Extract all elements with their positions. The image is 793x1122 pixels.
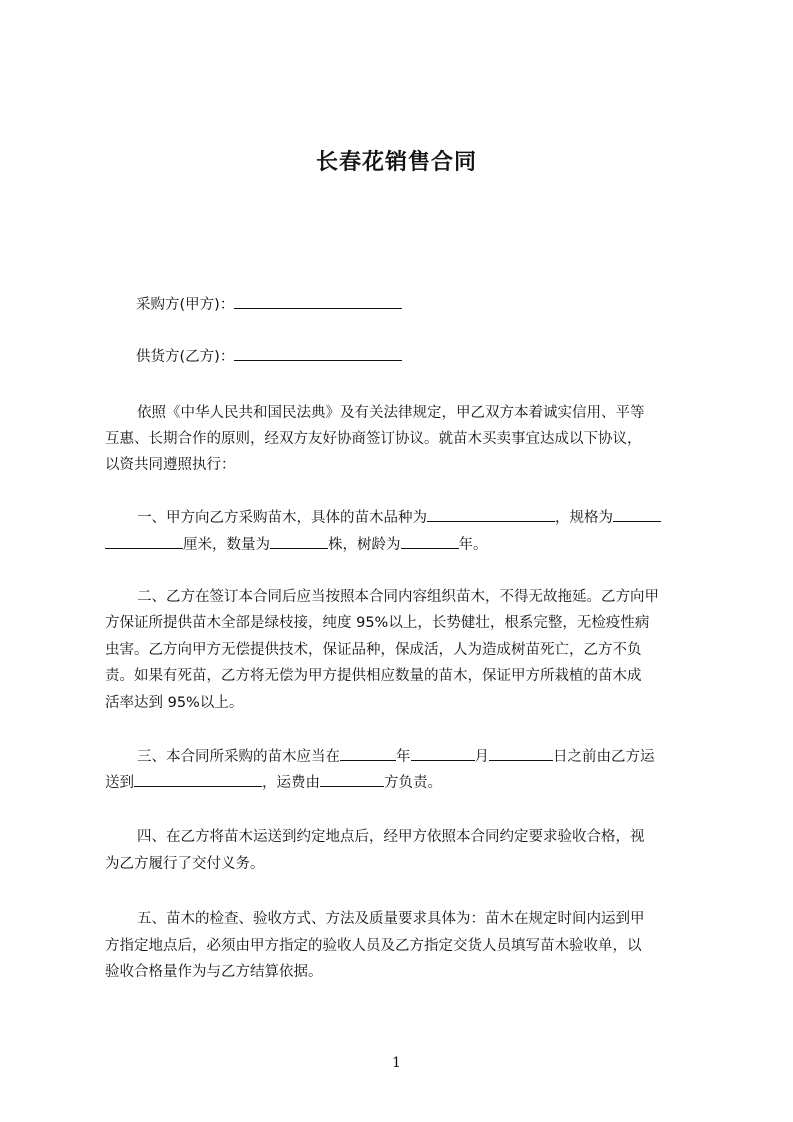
buyer-blank[interactable]	[234, 294, 402, 309]
clause3-text-g: 方负责。	[384, 775, 442, 791]
clause3-text-f: ，运费由	[262, 775, 320, 791]
clause5-line-3: 验收合格量作为与乙方结算依据。	[105, 964, 323, 980]
intro-line-2: 互惠、长期合作的原则，经双方友好协商签订协议。就苗木买卖事宜达成以下协议，	[105, 431, 642, 447]
clause3-text-c: 月	[474, 749, 489, 765]
clause3-text-b: 年	[396, 749, 411, 765]
clause1-text-a: 一、甲方向乙方采购苗木，具体的苗木品种为	[137, 510, 427, 526]
clause2-line-1: 二、乙方在签订本合同后应当按照本合同内容组织苗木，不得无故拖延。乙方向甲	[137, 589, 659, 605]
clause3-text-e: 送到	[105, 775, 134, 791]
clause1-text-b: ，规格为	[555, 510, 613, 526]
destination-blank[interactable]	[134, 772, 262, 787]
clause5-line-1: 五、苗木的检查、验收方式、方法及质量要求具体为：苗木在规定时间内运到甲	[137, 911, 645, 927]
buyer-label: 采购方(甲方)：	[136, 297, 235, 313]
intro-line-3: 以资共同遵照执行：	[105, 457, 236, 473]
clause1-text-e: 年。	[458, 537, 488, 553]
clause3-line-1	[137, 745, 737, 766]
freight-party-blank[interactable]	[320, 772, 384, 787]
clause4-line-1: 四、在乙方将苗木运送到约定地点后，经甲方依照本合同约定要求验收合格，视	[137, 829, 645, 845]
quantity-blank[interactable]	[270, 534, 328, 549]
month-blank[interactable]	[411, 746, 475, 761]
clause3-line-2	[105, 771, 705, 792]
variety-blank[interactable]	[427, 507, 555, 522]
clause1-line-2	[105, 533, 705, 554]
page-number: 1	[392, 1055, 401, 1071]
clause2-line-4: 责。如果有死苗，乙方将无偿为甲方提供相应数量的苗木，保证甲方所栽植的苗木成	[105, 668, 642, 684]
spec-blank-part1[interactable]	[613, 507, 661, 522]
clause1-text-c: 厘米，数量为	[183, 537, 270, 553]
clause2-line-5: 活率达到 95%以上。	[105, 695, 244, 711]
spec-blank-part2[interactable]	[105, 534, 183, 549]
clause1-line-1	[137, 506, 737, 527]
clause3-text-d: 日之前由乙方运	[553, 749, 655, 765]
intro-line-1: 依照《中华人民共和国民法典》及有关法律规定，甲乙双方本着诚实信用、平等	[137, 405, 645, 421]
buyer-line	[136, 293, 736, 314]
day-blank[interactable]	[489, 746, 553, 761]
clause3-text-a: 三、本合同所采购的苗木应当在	[137, 749, 340, 765]
clause2-line-2: 方保证所提供苗木全部是绿枝接，纯度 95%以上，长势健壮，根系完整，无检疫性病	[105, 615, 650, 631]
supplier-line	[136, 345, 736, 366]
clause1-text-d: 株，树龄为	[328, 537, 401, 553]
clause2-line-3: 虫害。乙方向甲方无偿提供技术，保证品种，保成活，人为造成树苗死亡，乙方不负	[105, 642, 642, 658]
year-blank[interactable]	[340, 746, 396, 761]
clause5-line-2: 方指定地点后，必须由甲方指定的验收人员及乙方指定交货人员填写苗木验收单，以	[105, 938, 642, 954]
supplier-label: 供货方(乙方)：	[136, 349, 235, 365]
document-title: 长春花销售合同	[315, 150, 477, 175]
tree-age-blank[interactable]	[401, 534, 459, 549]
clause4-line-2: 为乙方履行了交付义务。	[105, 856, 265, 872]
supplier-blank[interactable]	[234, 346, 402, 361]
